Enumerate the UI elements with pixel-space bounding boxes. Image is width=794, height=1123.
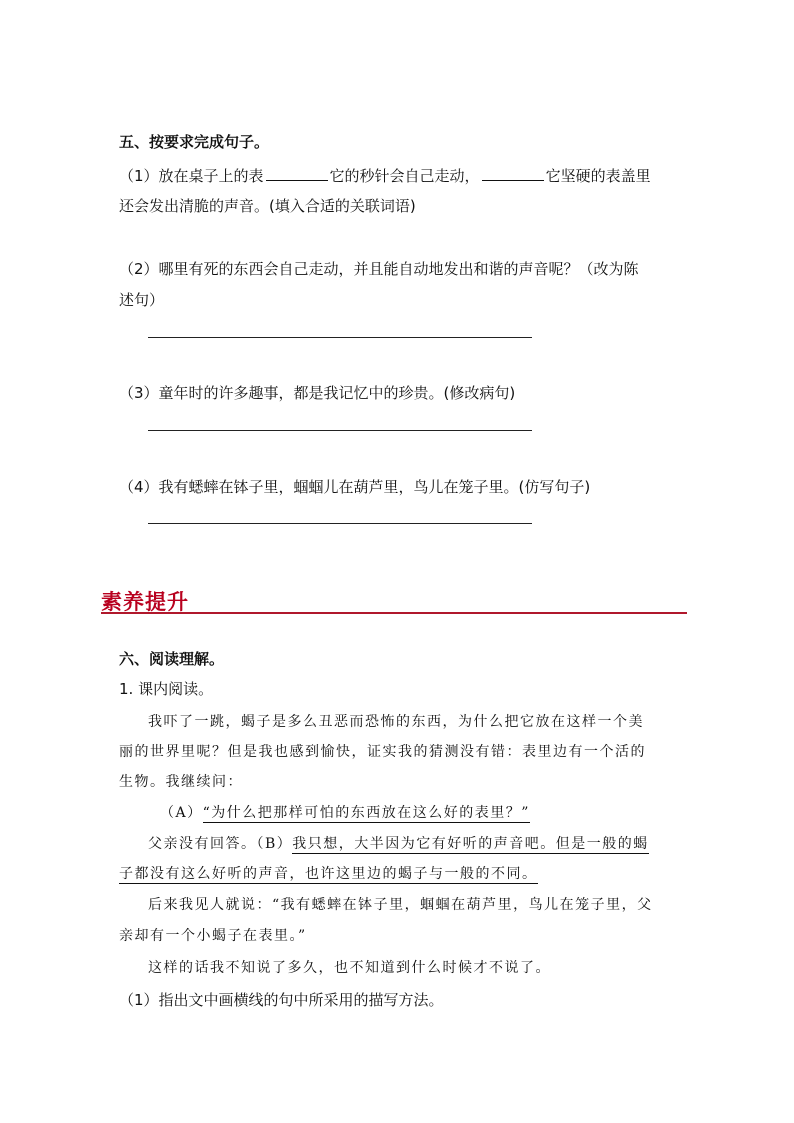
section6-heading: 六、阅读理解。	[119, 650, 225, 668]
passage-p3-underlined-1: 我只想，大半因为它有好听的声音吧。但是一般的蝎	[292, 836, 649, 852]
q2-line1: （2）哪里有死的东西会自己走动，并且能自动地发出和谐的声音呢？（改为陈	[119, 260, 639, 278]
passage-p1-line3: 生物。我继续问：	[119, 774, 243, 790]
q4-line1: （4）我有蟋蟀在钵子里，蝈蝈儿在葫芦里，鸟儿在笼子里。(仿写句子)	[119, 478, 591, 496]
passage-p5-line1: 这样的话我不知说了多久，也不知道到什么时候才不说了。	[148, 960, 551, 976]
q2-answer-line[interactable]	[148, 337, 532, 338]
question-1: （1）指出文中画横线的句中所采用的描写方法。	[119, 991, 444, 1009]
q1-line1	[119, 166, 651, 186]
passage-p3-line1	[148, 834, 649, 854]
passage-p3-pre: 父亲没有回答。（B）	[148, 836, 293, 852]
passage-a-underlined: “为什么把那样可怕的东西放在这么好的表里？”	[202, 805, 530, 821]
q3-line1: （3）童年时的许多趣事，都是我记忆中的珍贵。(修改病句)	[119, 384, 516, 402]
banner-divider	[101, 612, 687, 614]
banner-title: 素养提升	[101, 589, 189, 614]
q1-line2: 还会发出清脆的声音。(填入合适的关联词语)	[119, 197, 416, 215]
q1-text-c: 它坚硬的表盖里	[545, 167, 651, 185]
passage-p3-line2	[119, 864, 538, 884]
q2-line2: 述句）	[119, 291, 165, 309]
passage-p4-line1: 后来我见人就说：“我有蟋蟀在钵子里，蝈蝈在葫芦里，鸟儿在笼子里，父	[148, 897, 653, 913]
q3-answer-line[interactable]	[148, 430, 532, 431]
q4-answer-line[interactable]	[148, 523, 532, 524]
q1-blank-1[interactable]	[266, 166, 328, 181]
passage-a-line	[160, 803, 530, 823]
passage-p1-line2: 丽的世界里呢？但是我也感到愉快，证实我的猜测没有错：表里边有一个活的	[119, 744, 646, 760]
q1-text-a: （1）放在桌子上的表	[119, 167, 264, 185]
section5-heading: 五、按要求完成句子。	[119, 133, 270, 151]
q1-text-b: 它的秒针会自己走动，	[329, 167, 480, 185]
passage-p4-line2: 亲却有一个小蝎子在表里。”	[119, 928, 307, 944]
passage-p3-underlined-2: 子都没有这么好听的声音，也许这里边的蝎子与一般的不同。	[119, 866, 538, 882]
section6-sub1: 1. 课内阅读。	[119, 680, 214, 698]
q1-blank-2[interactable]	[482, 166, 544, 181]
passage-a-label: （A）	[160, 805, 203, 821]
passage-p1-line1: 我吓了一跳，蝎子是多么丑恶而恐怖的东西，为什么把它放在这样一个美	[148, 714, 644, 730]
